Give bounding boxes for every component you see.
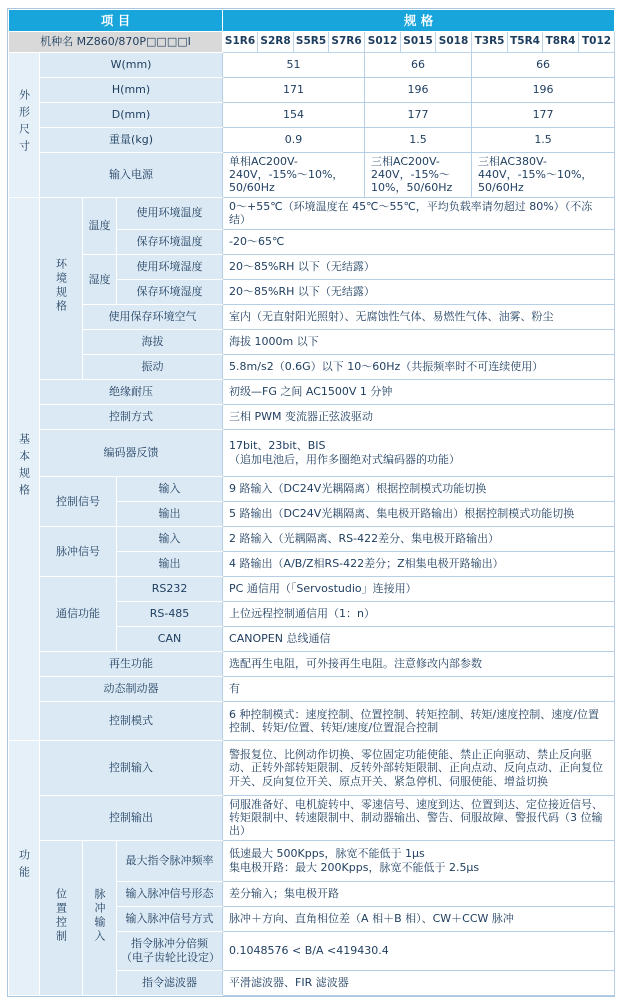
row-label: H(mm) [40, 78, 223, 103]
row-label: 输出 [117, 552, 223, 577]
servo-spec-table [8, 9, 615, 996]
model-code-cell: S015 [401, 32, 436, 53]
row-insulation [9, 380, 615, 405]
value-cell: 9 路输入（DC24V光耦隔离）根据控制模式功能切换 [223, 477, 615, 502]
row-label: 输入脉冲信号方式 [117, 906, 223, 931]
subgroup-environment [40, 197, 83, 380]
row-label: D(mm) [40, 103, 223, 128]
encoder-line2: （追加电池后，用作多圈绝对式编码器的功能） [229, 453, 461, 467]
row-label: 保存环境湿度 [117, 280, 223, 305]
dim-value-cell: 177 [472, 103, 615, 128]
dim-value-cell: 1.5 [472, 128, 615, 153]
row-label: 重量(kg) [40, 128, 223, 153]
model-code-cell: T8R4 [543, 32, 579, 53]
row-label: W(mm) [40, 53, 223, 78]
dim-value-cell: 66 [365, 53, 472, 78]
section-label-text: 外形尺寸 [17, 88, 31, 157]
row-pulse-signal-in [9, 527, 615, 552]
row-label: CAN [117, 627, 223, 652]
row-label: 输入脉冲信号形态 [117, 881, 223, 906]
row-control-output [9, 796, 615, 841]
dim-value-cell: 66 [472, 53, 615, 78]
value-cell: 20～85%RH 以下（无结露） [223, 280, 615, 305]
row-max-pulse-freq [9, 840, 615, 881]
gear-label-line1: 指令脉冲分倍频 [131, 937, 209, 951]
value-cell: 有 [223, 677, 615, 702]
row-label: 使用环境湿度 [117, 255, 223, 280]
section-label-dimensions [9, 53, 40, 198]
model-code-cell: S018 [436, 32, 472, 53]
row-label: RS232 [117, 577, 223, 602]
row-label: 指令滤波器 [117, 970, 223, 995]
subgroup-label-text: 环境规格 [54, 258, 68, 315]
dim-value-cell: 196 [365, 78, 472, 103]
model-code-cell: S5R5 [294, 32, 329, 53]
value-cell: 脉冲＋方向、直角相位差（A 相＋B 相）、CW＋CCW 脉冲 [223, 906, 615, 931]
subgroup-pulse-input [83, 840, 117, 995]
row-label: 再生功能 [40, 652, 223, 677]
power-value-cell: 单相AC200V-240V，-15%～10%，50/60Hz [223, 153, 365, 198]
value-cell: 0～+55℃（环境温度在 45℃～55℃，平均负载率请勿超过 80%）（不冻结） [223, 197, 615, 230]
row-label: 编码器反馈 [40, 430, 223, 477]
section-label-text: 功能 [17, 848, 31, 883]
section-label-function [9, 741, 40, 996]
model-row [9, 32, 615, 53]
value-cell: 警报复位、比例动作切换、零位固定功能使能、禁止正向驱动、禁止反向驱动、正转外部转矩限制、反转外部转矩限制、正向点动、反向点动、正向复位开关、反向复位开关、原点开关、紧急停机、伺服使能、增益切换 [223, 741, 615, 796]
subgroup-label-text: 脉冲输入 [93, 887, 106, 944]
row-ctrl-signal-in [9, 477, 615, 502]
value-cell: 选配再生电阻，可外接再生电阻。注意修改内部参数 [223, 652, 615, 677]
value-cell: 0.1048576 < B/A <419430.4 [223, 931, 615, 970]
row-encoder [9, 430, 615, 477]
value-cell: 室内（无直射阳光照射）、无腐蚀性气体、易燃性气体、油雾、粉尘 [223, 305, 615, 330]
subgroup-communication: 通信功能 [40, 577, 117, 652]
row-label: 保存环境温度 [117, 230, 223, 255]
row-input-power [9, 153, 615, 198]
dim-value-cell: 196 [472, 78, 615, 103]
row-air [9, 305, 615, 330]
dim-value-cell: 1.5 [365, 128, 472, 153]
row-rs232 [9, 577, 615, 602]
row-label [117, 931, 223, 970]
dim-row-w [9, 53, 615, 78]
row-label: 最大指令脉冲频率 [117, 840, 223, 881]
value-cell: 初级—FG 之间 AC1500V 1 分钟 [223, 380, 615, 405]
row-use-temp [9, 197, 615, 230]
row-label: 使用环境温度 [117, 197, 223, 230]
value-cell [223, 430, 615, 477]
row-label: 控制模式 [40, 702, 223, 741]
row-label: 控制方式 [40, 405, 223, 430]
section-label-basic [9, 197, 40, 741]
row-label: 绝缘耐压 [40, 380, 223, 405]
row-label: 输出 [117, 502, 223, 527]
subgroup-position-control [40, 840, 83, 995]
value-cell: 平滑滤波器、FIR 滤波器 [223, 970, 615, 995]
row-label: 振动 [83, 355, 223, 380]
spec-table-frame [7, 8, 615, 997]
dim-value-cell: 51 [223, 53, 365, 78]
model-code-cell: S2R8 [258, 32, 294, 53]
row-vibration [9, 355, 615, 380]
row-use-humidity [9, 255, 615, 280]
value-cell [223, 840, 615, 881]
model-name-label: 机种名 MZ860/870P□□□□I [9, 32, 223, 53]
row-label: 使用保存环境空气 [83, 305, 223, 330]
value-cell: 5 路输出（DC24V光耦隔离、集电极开路输出）根据控制模式功能切换 [223, 502, 615, 527]
value-cell: 差分输入；集电极开路 [223, 881, 615, 906]
value-cell: 海拔 1000m 以下 [223, 330, 615, 355]
power-value-cell: 三相AC380V-440V，-15%～10%，50/60Hz [472, 153, 615, 198]
row-label: 控制输入 [40, 741, 223, 796]
model-code-cell: S1R6 [223, 32, 258, 53]
subgroup-temperature: 温度 [83, 197, 117, 255]
dim-row-d [9, 103, 615, 128]
model-code-cell: T5R4 [508, 32, 543, 53]
value-cell: 6 种控制模式：速度控制、位置控制、转矩控制、转矩/速度控制、速度/位置控制、转矩/位置、转矩/速度/位置混合控制 [223, 702, 615, 741]
value-cell: 20～85%RH 以下（无结露） [223, 255, 615, 280]
freq-line1: 低速最大 500Kpps，脉宽不能低于 1μs [229, 847, 425, 861]
row-label: 输入 [117, 527, 223, 552]
row-altitude [9, 330, 615, 355]
encoder-line1: 17bit、23bit、BIS [229, 439, 326, 453]
section-label-text: 基本规格 [17, 432, 31, 501]
subgroup-humidity: 湿度 [83, 255, 117, 305]
subgroup-pulse-signal: 脉冲信号 [40, 527, 117, 577]
row-label: 控制输出 [40, 796, 223, 841]
row-control-method [9, 405, 615, 430]
dim-value-cell: 171 [223, 78, 365, 103]
row-label: 输入电源 [40, 153, 223, 198]
row-regen [9, 652, 615, 677]
dim-row-weight [9, 128, 615, 153]
model-code-cell: T3R5 [472, 32, 508, 53]
dim-value-cell: 177 [365, 103, 472, 128]
model-code-cell: S012 [365, 32, 401, 53]
value-cell: CANOPEN 总线通信 [223, 627, 615, 652]
value-cell: 伺服准备好、电机旋转中、零速信号、速度到达、位置到达、定位接近信号、转矩限制中、转速限制中、制动器输出、警告、伺服故障、警报代码（3 位输出） [223, 796, 615, 841]
value-cell: 5.8m/s2（0.6G）以下 10～60Hz（共振频率时不可连续使用） [223, 355, 615, 380]
value-cell: 4 路输出（A/B/Z相RS-422差分；Z相集电极开路输出） [223, 552, 615, 577]
value-cell: 上位远程控制通信用（1：n） [223, 602, 615, 627]
table-header-row [9, 10, 615, 32]
row-label: 动态制动器 [40, 677, 223, 702]
row-dynamic-brake [9, 677, 615, 702]
row-label: 输入 [117, 477, 223, 502]
subgroup-control-signal: 控制信号 [40, 477, 117, 527]
row-label: 海拔 [83, 330, 223, 355]
value-cell: 三相 PWM 变流器正弦波驱动 [223, 405, 615, 430]
gear-label-line2: （电子齿轮比设定） [121, 950, 220, 964]
value-cell: 2 路输入（光耦隔离、RS-422差分、集电极开路输出） [223, 527, 615, 552]
row-control-modes [9, 702, 615, 741]
freq-line2: 集电极开路：最大 200Kpps，脉宽不能低于 2.5μs [229, 860, 480, 874]
power-value-cell: 三相AC200V-240V，-15%～10%，50/60Hz [365, 153, 472, 198]
row-label: RS-485 [117, 602, 223, 627]
header-spec-column: 规 格 [223, 10, 615, 32]
model-code-cell: T012 [579, 32, 615, 53]
row-control-input [9, 741, 615, 796]
model-code-cell: S7R6 [329, 32, 365, 53]
dim-value-cell: 0.9 [223, 128, 365, 153]
subgroup-label-text: 位置控制 [54, 887, 68, 944]
header-item-column: 项 目 [9, 10, 223, 32]
value-cell: -20～65℃ [223, 230, 615, 255]
dim-value-cell: 154 [223, 103, 365, 128]
value-cell: PC 通信用（「Servostudio」连接用） [223, 577, 615, 602]
dim-row-h [9, 78, 615, 103]
